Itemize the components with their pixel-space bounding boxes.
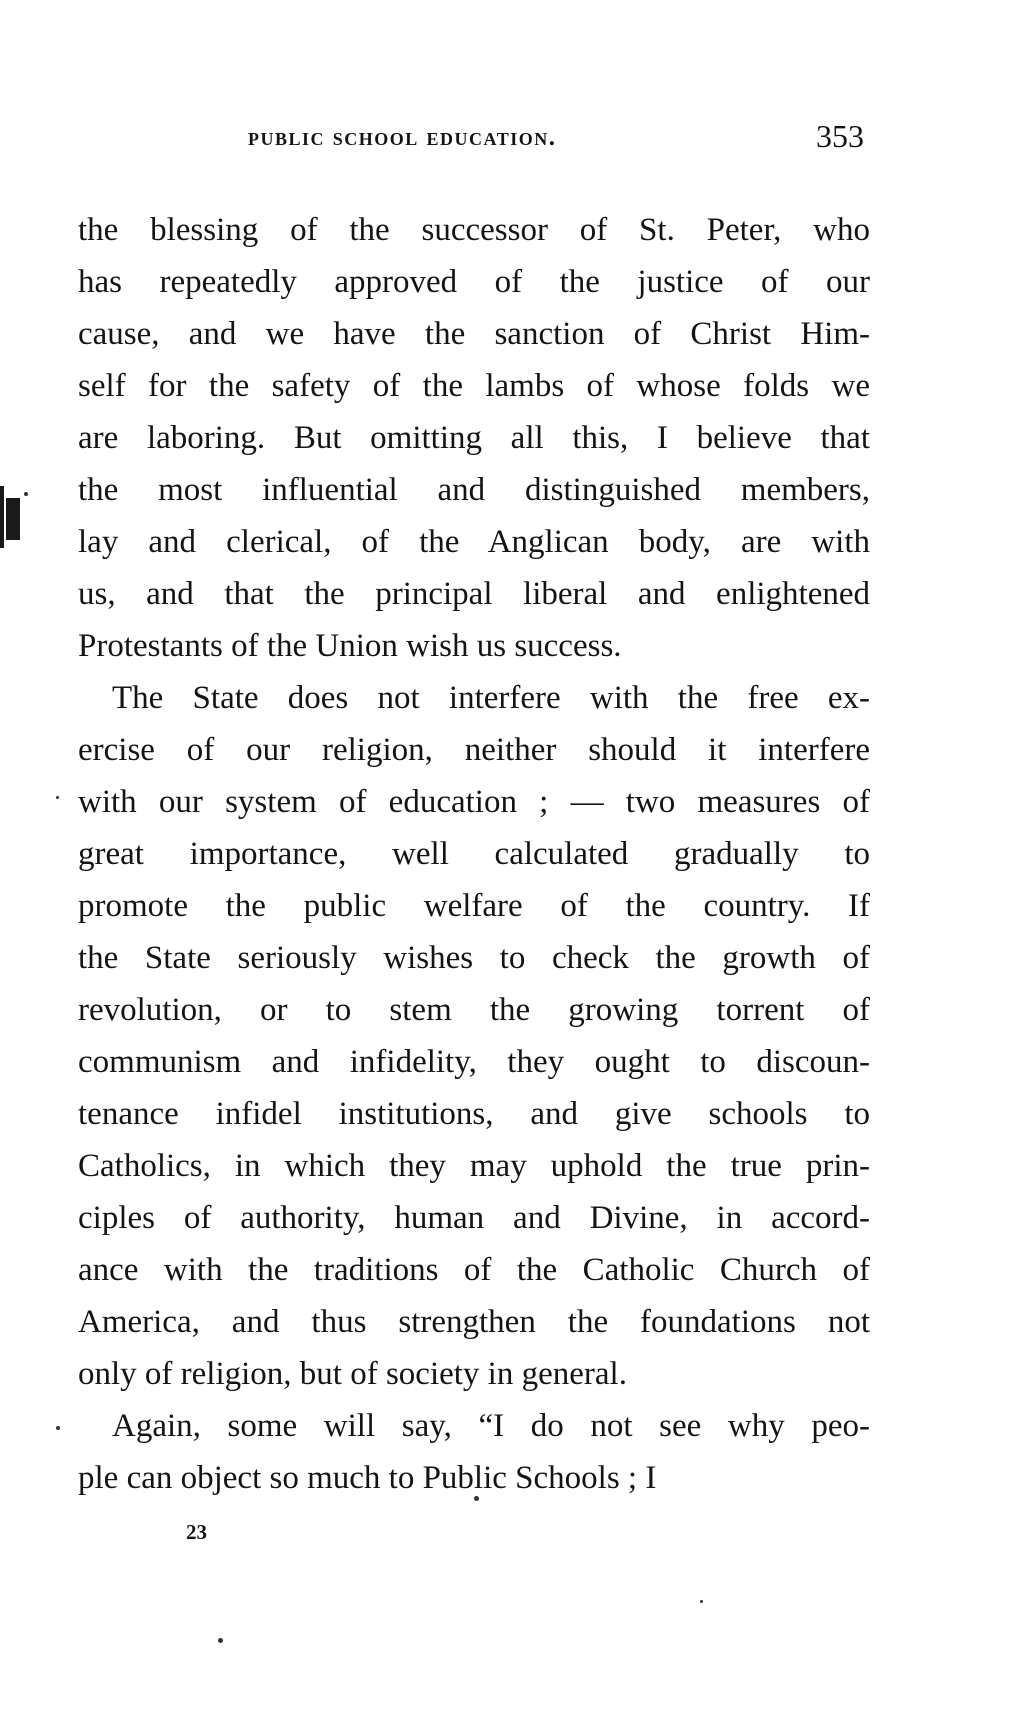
text-line: the blessing of the successor of St. Peter, who <box>78 212 870 248</box>
text-line: Again, some will say, “I do not see why peo- <box>112 1408 870 1444</box>
text-line: with our system of education ; — two measures of <box>78 784 870 820</box>
scan-speck <box>24 492 28 496</box>
text-line: America, and thus strengthen the foundations not <box>78 1304 870 1340</box>
text-line: self for the safety of the lambs of whose folds we <box>78 368 870 404</box>
text-line: ple can object so much to Public Schools ; I <box>78 1460 657 1496</box>
text-line: Catholics, in which they may uphold the true prin- <box>78 1148 870 1184</box>
text-line: The State does not interfere with the free ex- <box>112 680 870 716</box>
text-line: tenance infidel institutions, and give schools to <box>78 1096 870 1132</box>
running-title: public school education. <box>248 124 557 151</box>
margin-mark <box>0 486 4 548</box>
text-line: Protestants of the Union wish us success. <box>78 628 622 664</box>
scan-speck <box>56 796 59 799</box>
scan-speck <box>474 1496 479 1501</box>
text-line: communism and infidelity, they ought to discoun- <box>78 1044 870 1080</box>
page-header <box>0 118 1010 158</box>
text-line: great importance, well calculated gradually to <box>78 836 870 872</box>
text-line: ciples of authority, human and Divine, in accord- <box>78 1200 870 1236</box>
text-line: the most influential and distinguished members, <box>78 472 870 508</box>
scan-speck <box>56 1426 60 1430</box>
scan-speck <box>700 1600 703 1603</box>
text-line: promote the public welfare of the country. If <box>78 888 870 924</box>
text-line: are laboring. But omitting all this, I believe that <box>78 420 870 456</box>
text-line: has repeatedly approved of the justice of our <box>78 264 870 300</box>
scan-speck <box>218 1638 223 1643</box>
body-text <box>78 204 870 1504</box>
text-line: the State seriously wishes to check the growth of <box>78 940 870 976</box>
text-line: lay and clerical, of the Anglican body, are with <box>78 524 870 560</box>
text-line: revolution, or to stem the growing torrent of <box>78 992 870 1028</box>
text-line: us, and that the principal liberal and enlightened <box>78 576 870 612</box>
text-line: ercise of our religion, neither should it interfere <box>78 732 870 768</box>
text-line: ance with the traditions of the Catholic Church of <box>78 1252 870 1288</box>
margin-mark <box>6 498 20 540</box>
text-line: only of religion, but of society in general. <box>78 1356 627 1392</box>
text-line: cause, and we have the sanction of Christ Him- <box>78 316 870 352</box>
page-number: 353 <box>816 118 864 154</box>
signature-mark: 23 <box>186 1520 207 1544</box>
